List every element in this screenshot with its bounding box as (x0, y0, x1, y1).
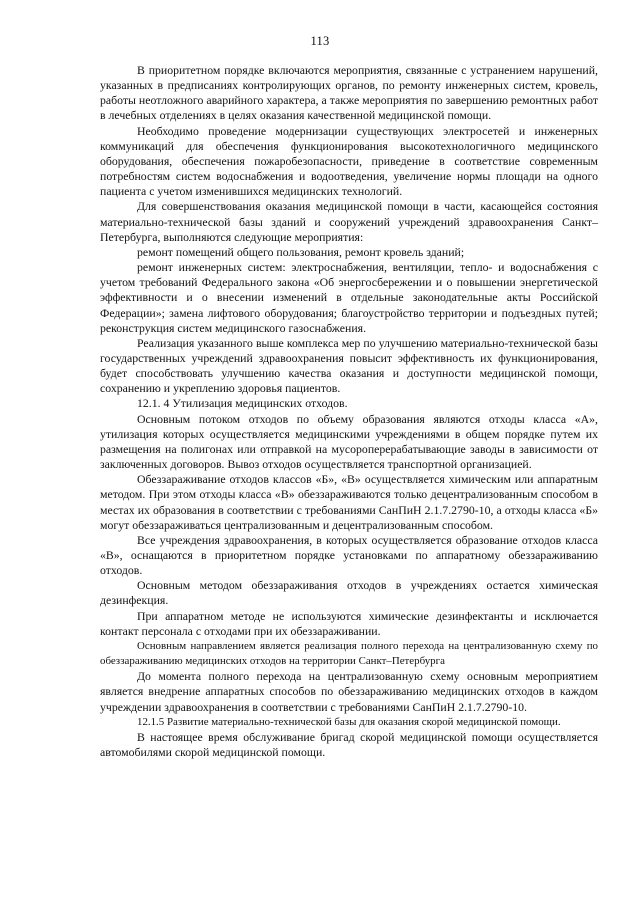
paragraph-measures-intro: Для совершенствования оказания медицинской помощи в части, касающейся состояния материально-технической базы зданий и сооружений учреждений здравоохранения Санкт–Петербурга, выполняются следующие мероприятия: (100, 199, 598, 244)
paragraph-engineering-systems-repair: ремонт инженерных систем: электроснабжения, вентиляции, тепло- и водоснабжения с учетом требований Федерального закона «Об энергосбережении и о повышении энергетической эффективности и о внесении изменений в отдельные законодательные акты Российской Федерации»; замена лифтового оборудования; благоустройство территории и подъездных путей; реконструкция систем медицинского газоснабжения. (100, 260, 598, 335)
paragraph-modernization: Необходимо проведение модернизации существующих электросетей и инженерных коммуникаций для обеспечения функционирования высокотехнологичного медицинского оборудования, обеспечения пожаробезопасности, приведение в соответствие современным потребностям систем водоснабжения и водоотведения, увеличение нормы площади на одного пациента с учетом изменившихся медицинских технологий. (100, 123, 598, 199)
paragraph-chemical-disinfection: Основным методом обеззараживания отходов в учреждениях остается химическая дезинфекция. (100, 578, 598, 608)
paragraph-centralized-scheme: Основным направлением является реализация полного перехода на централизованную схему по обеззараживанию медицинских отходов на территории Санкт–Петербурга (100, 639, 598, 668)
paragraph-common-areas-repair: ремонт помещений общего пользования, ремонт кровель зданий; (137, 244, 465, 259)
paragraph-class-a-waste: Основным потоком отходов по объему образования являются отходы класса «А», утилизация которых осуществляется медицинскими учреждениями в общем порядке путем их размещения на полигонах или отправкой на мусороперерабатывающие заводы в зависимости от заключенных договоров. Вывоз отходов осуществляется транспортной организацией. (100, 411, 598, 472)
paragraph-priority-repairs: В приоритетном порядке включаются мероприятия, связанные с устранением нарушений, указанных в предписаниях контролирующих органов, по ремонту инженерных систем, кровель, работы неотложного аварийного характера, а также мероприятия по завершению ремонтных работ в лечебных отделениях в целях оказания качественной медицинской помощи. (100, 63, 598, 123)
paragraph-transition-measures: До момента полного перехода на централизованную схему основным мероприятием является внедрение аппаратных способов по обеззараживанию медицинских отходов в каждом учреждении здравоохранения в соответствии с требованиями СанПиН 2.1.7.2790-10. (100, 669, 598, 714)
section-heading-emergency-care: 12.1.5 Развитие материально-технической базы для оказания скорой медицинской помощи. (137, 715, 561, 728)
paragraph-disinfection-methods: Обеззараживание отходов классов «Б», «В» осуществляется химическим или аппаратным методом. При этом отходы класса «В» обеззараживаются только децентрализованным способом в местах их образования в соответствии с требованиями СанПиН 2.1.7.2790-10, а отходы класса «Б» могут обеззараживаться централизованным и децентрализованным способом. (100, 472, 598, 532)
paragraph-hardware-method: При аппаратном методе не используются химические дезинфектанты и исключается контакт персонала с отходами при их обеззараживании. (100, 608, 598, 638)
paragraph-ambulance-service: В настоящее время обслуживание бригад скорой медицинской помощи осуществляется автомобилями скорой медицинской помощи. (100, 729, 598, 760)
document-body (100, 63, 598, 760)
section-heading-waste-disposal: 12.1. 4 Утилизация медицинских отходов. (137, 396, 348, 411)
paragraph-implementation-effect: Реализация указанного выше комплекса мер по улучшению материально-технической базы государственных учреждений здравоохранения повысит эффективность их функционирования, будет способствовать улучшению качества оказания и доступности медицинской помощи, сохранению и укреплению здоровья пациентов. (100, 335, 598, 396)
page-number: 113 (310, 34, 330, 48)
paragraph-class-v-equipment: Все учреждения здравоохранения, в которых осуществляется образование отходов класса «В», оснащаются в приоритетном порядке установками по аппаратному обеззараживанию отходов. (100, 532, 598, 578)
